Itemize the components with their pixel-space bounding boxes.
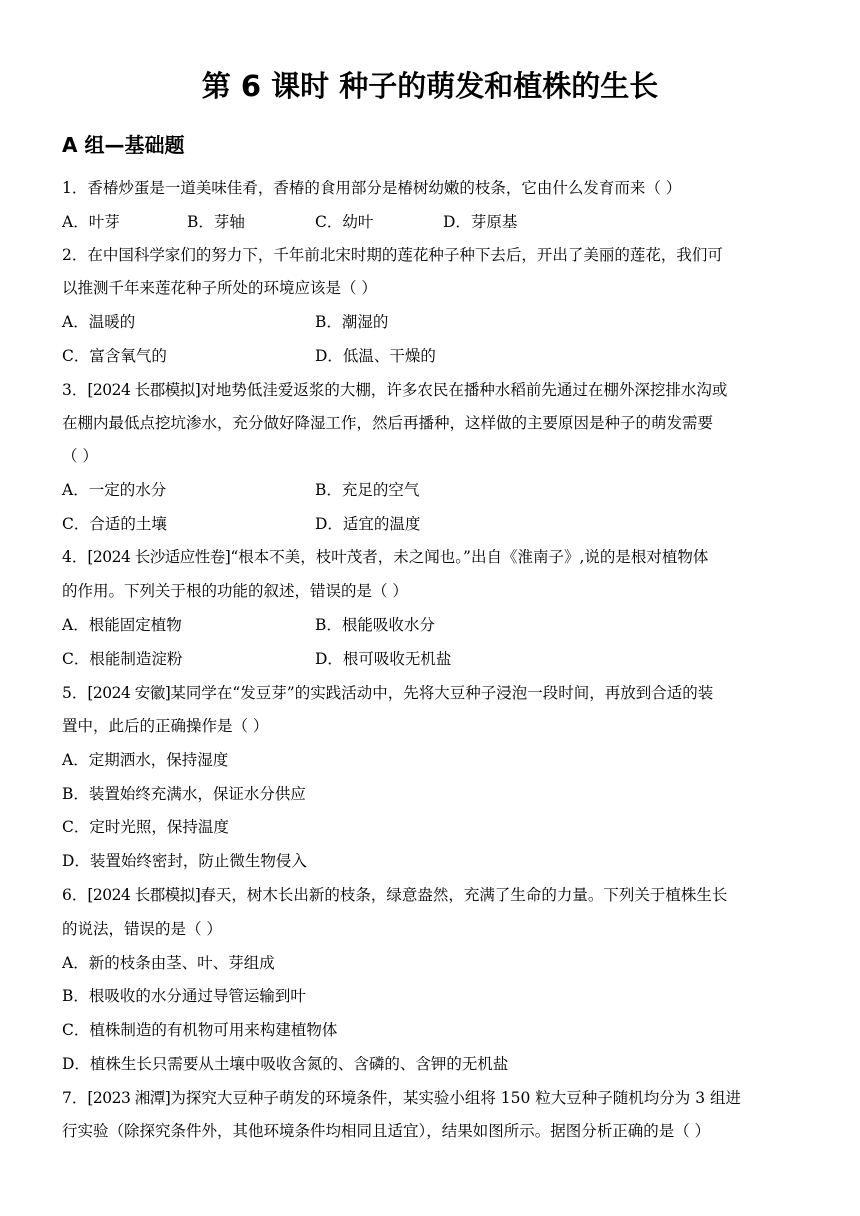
question-2-option-d: D．低温、干燥的 (315, 347, 436, 365)
question-3-number: 3． (62, 381, 88, 399)
question-1-option-b: B．芽轴 (187, 213, 245, 231)
page-title: 第 6 课时 种子的萌发和植株的生长 (201, 69, 659, 103)
question-6-stem-line-2: 的说法，错误的是（ ） (62, 920, 222, 938)
question-3-option-c: C．合适的土壤 (62, 515, 167, 533)
question-1-option-a: A．叶芽 (62, 213, 120, 231)
question-2-stem-line-2: 以推测千年来莲花种子所处的环境应该是（ ） (62, 279, 377, 297)
question-6-stem-text: 春天，树木长出新的枝条，绿意盎然，充满了生命的力量。下列关于植株生长 (200, 886, 728, 904)
section-heading: A 组—基础题 (62, 133, 185, 157)
question-2-option-a: A．温暖的 (62, 313, 136, 331)
question-5-stem-line-2: 置中，此后的正确操作是（ ） (62, 717, 269, 735)
question-6-option-a: A．新的枝条由茎、叶、芽组成 (62, 954, 275, 972)
question-5-option-d: D．装置始终密封，防止微生物侵入 (62, 852, 307, 870)
question-7-source: [2023 湘潭] (87, 1089, 171, 1107)
question-3-option-b: B．充足的空气 (315, 481, 420, 499)
question-2-option-c: C．富含氧气的 (62, 347, 167, 365)
question-6-option-c: C．植株制造的有机物可用来构建植物体 (62, 1021, 338, 1039)
question-3-stem-line-3: （ ） (62, 447, 98, 465)
question-2-stem-line-1: 2．在中国科学家们的努力下，千年前北宋时期的莲花种子种下去后，开出了美丽的莲花，我们可 (62, 246, 723, 264)
question-6-number: 6． (62, 886, 88, 904)
question-5-source: [2024 安徽] (87, 684, 171, 702)
question-5-stem-text: 某同学在“发豆芽”的实践活动中，先将大豆种子浸泡一段时间，再放到合适的装 (170, 684, 714, 702)
question-4-option-c: C．根能制造淀粉 (62, 650, 183, 668)
question-5-stem-line-1 (62, 681, 822, 705)
question-4-option-d: D．根可吸收无机盐 (315, 650, 452, 668)
question-2-option-b: B．潮湿的 (315, 313, 389, 331)
question-6-option-b: B．根吸收的水分通过导管运输到叶 (62, 987, 306, 1005)
question-7-stem-text: 为探究大豆种子萌发的环境条件，某实验小组将 150 粒大豆种子随机均分为 3 组进 (170, 1089, 742, 1107)
question-6-stem-line-1 (62, 883, 822, 907)
question-3-option-a: A．一定的水分 (62, 481, 167, 499)
question-4-stem-line-2: 的作用。下列关于根的功能的叙述，错误的是（ ） (62, 582, 408, 600)
question-7-stem-line-2: 行实验（除探究条件外，其他环境条件均相同且适宜），结果如图所示。据图分析正确的是（ ） (62, 1122, 711, 1140)
question-4-option-b: B．根能吸收水分 (315, 616, 435, 634)
question-1-option-c: C．幼叶 (315, 213, 374, 231)
question-4-stem-line-1 (62, 545, 822, 569)
question-7-number: 7． (62, 1089, 88, 1107)
question-6-option-d: D．植株生长只需要从土壤中吸收含氮的、含磷的、含钾的无机盐 (62, 1055, 509, 1073)
question-4-stem-text: “根本不美，枝叶茂者，未之闻也。”出自《淮南子》,说的是根对植物体 (230, 548, 709, 566)
question-1-option-d: D．芽原基 (443, 213, 518, 231)
question-6-source: [2024 长郡模拟] (87, 886, 201, 904)
question-1-stem: 1．香椿炒蛋是一道美味佳肴，香椿的食用部分是椿树幼嫩的枝条，它由什么发育而来（ ） (62, 179, 682, 197)
question-7-stem-line-1 (62, 1086, 822, 1110)
question-3-stem-line-1 (62, 378, 822, 402)
question-4-option-a: A．根能固定植物 (62, 616, 182, 634)
question-5-option-b: B．装置始终充满水，保证水分供应 (62, 785, 306, 803)
question-3-source: [2024 长郡模拟] (87, 381, 201, 399)
question-3-stem-text: 对地势低洼爱返浆的大棚，许多农民在播种水稻前先通过在棚外深挖排水沟或 (200, 381, 728, 399)
question-5-number: 5． (62, 684, 88, 702)
question-3-stem-line-2: 在棚内最低点挖坑渗水，充分做好降湿工作，然后再播种，这样做的主要原因是种子的萌发需要 (62, 414, 714, 432)
question-4-source: [2024 长沙适应性卷] (87, 548, 231, 566)
question-5-option-c: C．定时光照，保持温度 (62, 818, 229, 836)
question-5-option-a: A．定期洒水，保持湿度 (62, 751, 229, 769)
question-3-option-d: D．适宜的温度 (315, 515, 421, 533)
question-4-number: 4． (62, 548, 88, 566)
